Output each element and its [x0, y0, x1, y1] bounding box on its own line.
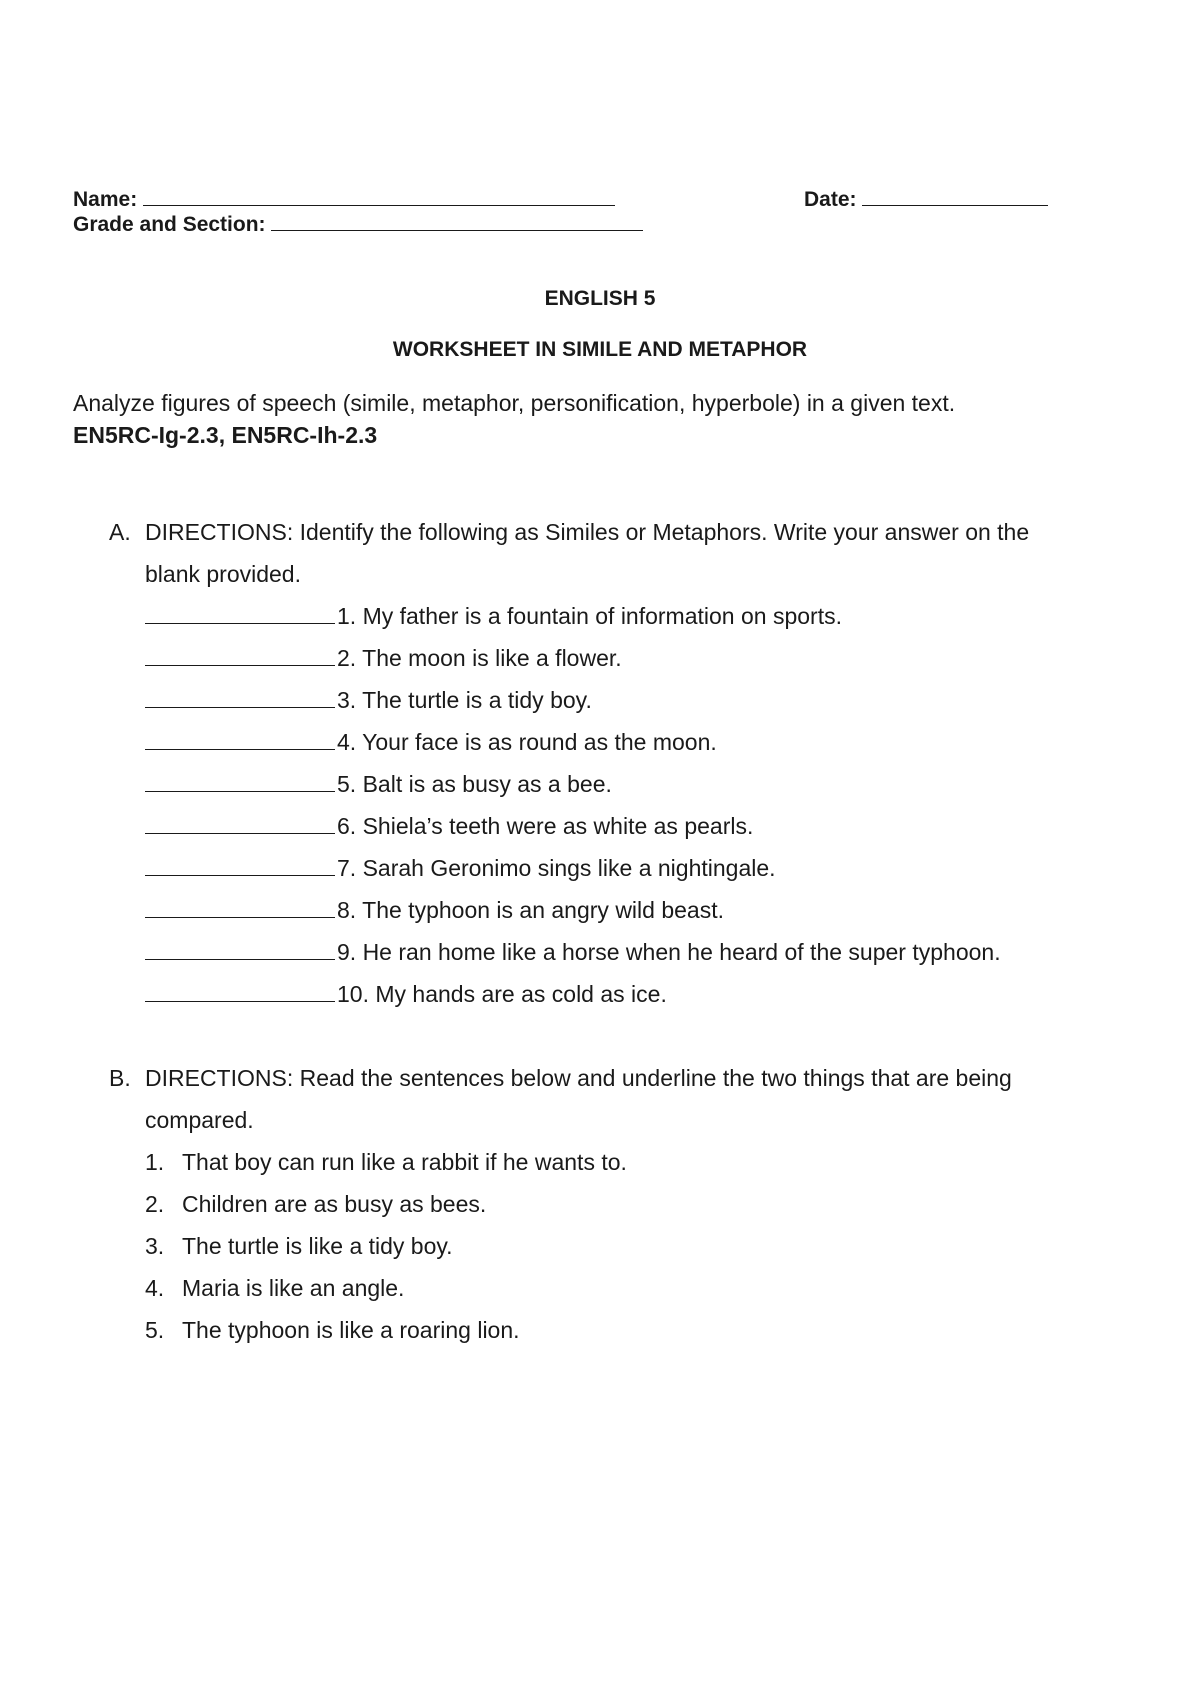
list-item: 2. The moon is like a flower. — [145, 645, 622, 672]
section-a-directions-line2: blank provided. — [145, 561, 301, 587]
date-label: Date: — [804, 188, 857, 211]
section-a-letter: A. — [109, 519, 131, 545]
list-item: 4. Maria is like an angle. — [145, 1275, 405, 1301]
date-field — [804, 187, 1048, 212]
list-item: 8. The typhoon is an angry wild beast. — [145, 897, 724, 924]
name-label: Name: — [73, 188, 138, 211]
answer-blank[interactable] — [145, 813, 335, 834]
list-item: 6. Shiela’s teeth were as white as pearls. — [145, 813, 753, 840]
list-item: 5. Balt is as busy as a bee. — [145, 771, 612, 798]
answer-blank[interactable] — [145, 855, 335, 876]
name-blank[interactable] — [143, 187, 615, 206]
section-a-directions-line1: DIRECTIONS: Identify the following as Similes or Metaphors. Write your answer on the — [145, 519, 1030, 545]
answer-blank[interactable] — [145, 603, 335, 624]
list-item: 3. The turtle is a tidy boy. — [145, 687, 592, 714]
list-item: 4. Your face is as round as the moon. — [145, 729, 717, 756]
objective-codes: EN5RC-Ig-2.3, EN5RC-Ih-2.3 — [73, 422, 378, 448]
answer-blank[interactable] — [145, 645, 335, 666]
list-item: 10. My hands are as cold as ice. — [145, 981, 667, 1008]
answer-blank[interactable] — [145, 939, 335, 960]
date-blank[interactable] — [862, 187, 1048, 206]
answer-blank[interactable] — [145, 687, 335, 708]
list-item: 2. Children are as busy as bees. — [145, 1191, 487, 1217]
objective-text: Analyze figures of speech (simile, metaphor, personification, hyperbole) in a given text. — [73, 390, 956, 416]
subject-title: ENGLISH 5 — [544, 287, 656, 310]
worksheet-title: WORKSHEET IN SIMILE AND METAPHOR — [392, 338, 808, 361]
answer-blank[interactable] — [145, 981, 335, 1002]
answer-blank[interactable] — [145, 897, 335, 918]
section-b-directions-line1: DIRECTIONS: Read the sentences below and underline the two things that are being — [145, 1065, 1012, 1091]
answer-blank[interactable] — [145, 771, 335, 792]
list-item: 3. The turtle is like a tidy boy. — [145, 1233, 453, 1259]
list-item: 9. He ran home like a horse when he heard of the super typhoon. — [145, 939, 1001, 966]
list-item: 7. Sarah Geronimo sings like a nightingale. — [145, 855, 776, 882]
answer-blank[interactable] — [145, 729, 335, 750]
grade-section-blank[interactable] — [271, 212, 643, 231]
section-b-letter: B. — [109, 1065, 131, 1091]
grade-section-label: Grade and Section: — [73, 213, 266, 236]
list-item: 5. The typhoon is like a roaring lion. — [145, 1317, 520, 1343]
list-item: 1. That boy can run like a rabbit if he wants to. — [145, 1149, 627, 1175]
list-item: 1. My father is a fountain of information on sports. — [145, 603, 842, 630]
grade-section-field — [73, 212, 643, 237]
section-b-directions-line2: compared. — [145, 1107, 254, 1133]
name-field — [73, 187, 615, 212]
